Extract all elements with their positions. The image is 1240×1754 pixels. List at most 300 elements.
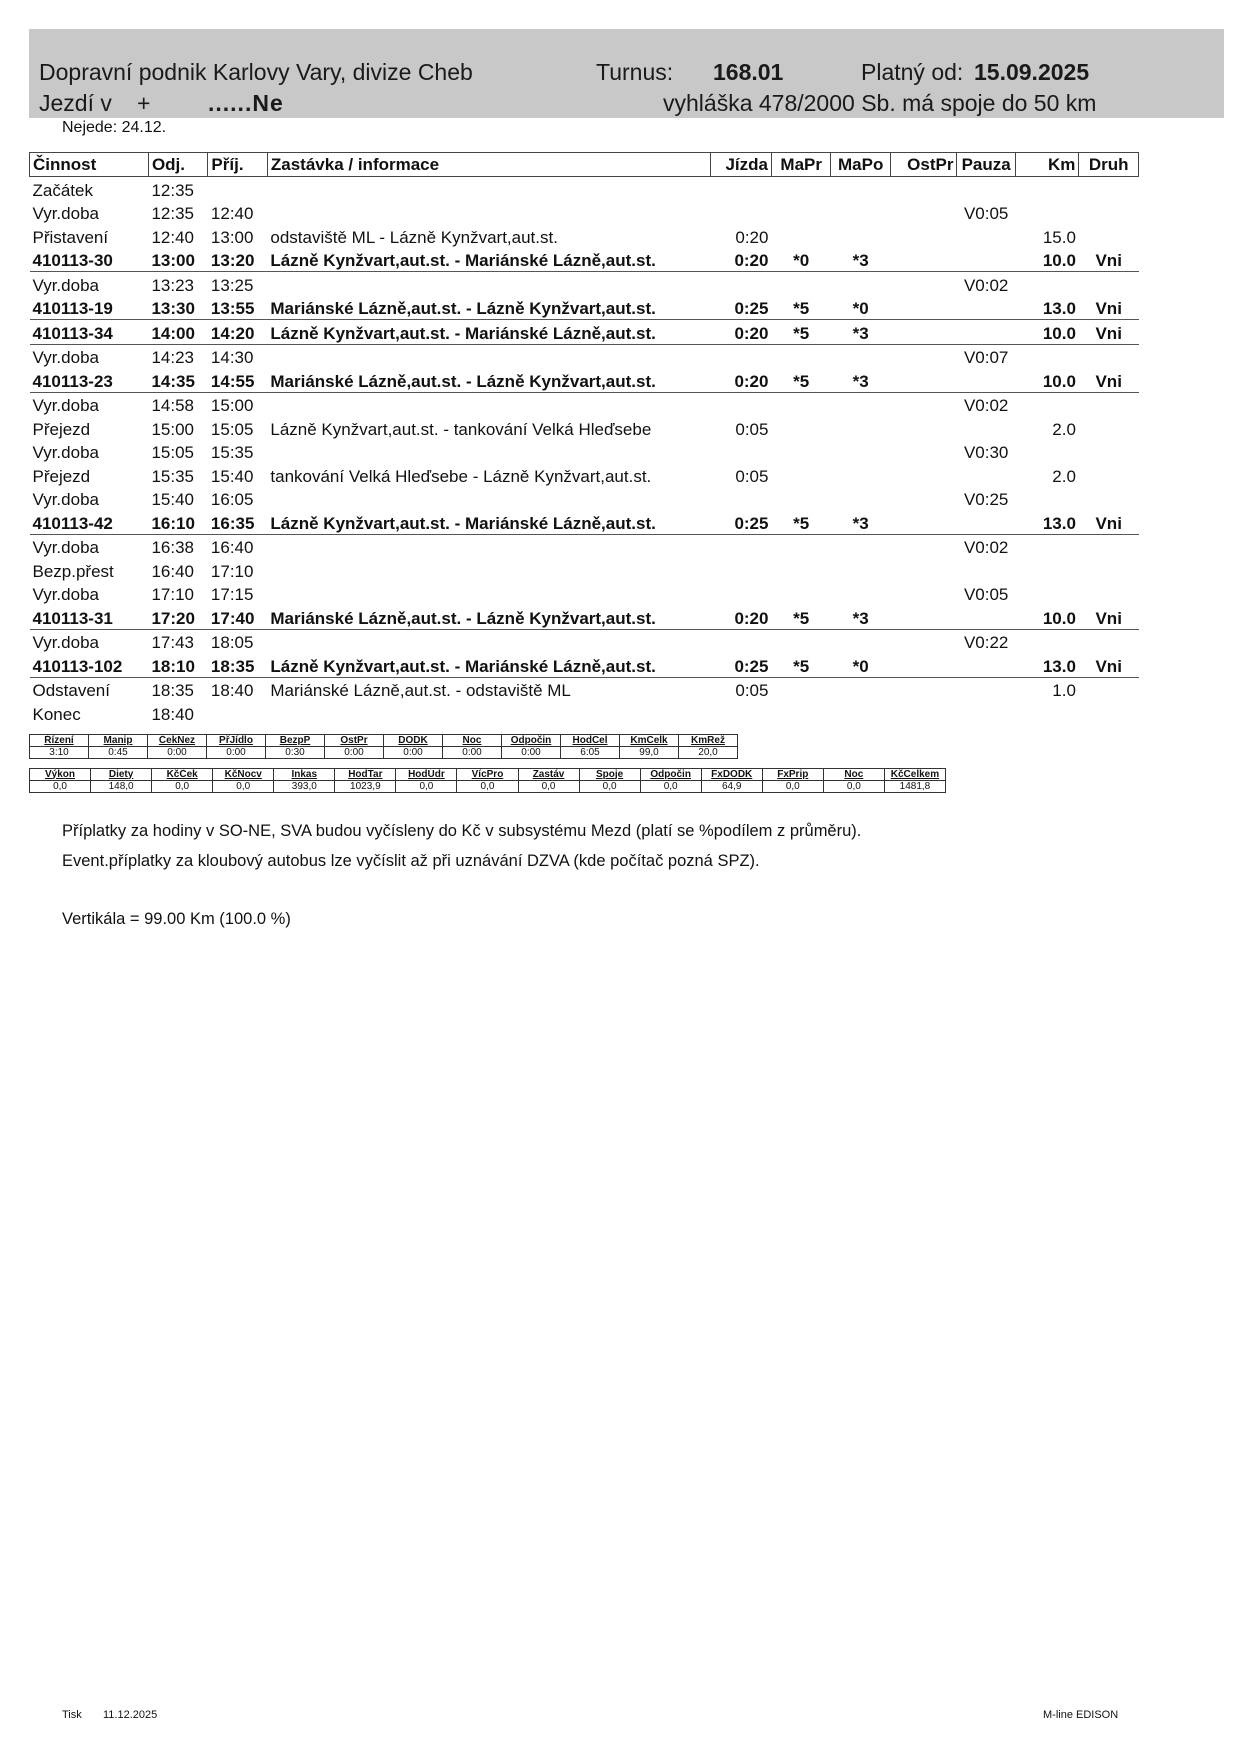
cell-mapo: *3	[831, 605, 890, 629]
cell-pauza	[957, 510, 1015, 534]
cell-ostpr	[890, 368, 957, 392]
cell-prij: 17:15	[210, 585, 254, 604]
cell-ostpr	[890, 677, 957, 701]
cell-pauza: V0:02	[963, 396, 1009, 415]
summary2-value: 393,0	[274, 781, 335, 793]
summary2-header: Zastáv	[518, 769, 579, 781]
cell-mapo	[831, 463, 890, 487]
cell-pauza	[957, 296, 1015, 320]
cell-cinnost: Vyr.doba	[32, 348, 99, 367]
summary1-value: 0:00	[207, 747, 266, 759]
cell-km: 2.0	[1052, 466, 1076, 486]
summary1-value: 99,0	[620, 747, 679, 759]
cell-mapo	[831, 416, 890, 440]
summary1-header: KmCelk	[620, 735, 679, 747]
cell-km	[1015, 201, 1079, 225]
software-brand: M-line EDISON	[1043, 1709, 1119, 1721]
cell-mapo: *3	[831, 368, 890, 392]
summary2-value: 0,0	[579, 781, 640, 793]
summary2-value: 1023,9	[335, 781, 396, 793]
cell-odj: 15:35	[151, 466, 194, 486]
summary2-value: 0,0	[457, 781, 518, 793]
print-date: 11.12.2025	[103, 1709, 158, 1721]
cell-druh	[1079, 534, 1139, 558]
activity-row	[30, 558, 1139, 582]
cell-ostpr	[890, 558, 957, 582]
column-header-druh: Druh	[1079, 153, 1139, 177]
summary2-header: Inkas	[274, 769, 335, 781]
column-header-odj: Odj.	[148, 153, 207, 177]
cell-odj: 18:35	[151, 681, 194, 700]
cell-mapo	[831, 534, 890, 558]
summary2-header: Noc	[823, 769, 884, 781]
cell-cinnost: Začátek	[32, 180, 93, 200]
cell-prij: 17:10	[210, 561, 254, 581]
cell-odj: 18:10	[148, 653, 207, 677]
column-header-prij: Příj.	[208, 153, 267, 177]
cell-zastavka: Mariánské Lázně,aut.st. - Lázně Kynžvart,aut.st.	[267, 605, 711, 629]
column-header-mapo: MaPo	[831, 153, 890, 177]
cell-jizda	[711, 534, 771, 558]
cell-mapo	[831, 272, 890, 296]
cell-zastavka	[267, 558, 711, 582]
cell-pauza	[957, 177, 1015, 201]
cell-odj: 13:30	[148, 296, 207, 320]
cell-mapo	[831, 677, 890, 701]
summary1-value: 0:00	[384, 747, 443, 759]
cell-odj: 13:23	[151, 275, 194, 295]
note-kloubovy: Event.příplatky za kloubový autobus lze vyčíslit až při uznávání DZVA (kde počítač pozná SPZ).	[62, 852, 760, 870]
trip-row	[30, 605, 1139, 629]
cell-druh: Vni	[1079, 605, 1139, 629]
cell-prij: 12:40	[210, 204, 254, 223]
activity-row	[30, 177, 1139, 201]
cell-druh	[1079, 344, 1139, 368]
cell-pauza	[957, 605, 1015, 629]
cell-druh: Vni	[1079, 510, 1139, 534]
cell-odj: 14:58	[151, 396, 194, 415]
cell-km: 13.0	[1015, 296, 1079, 320]
company-name: Dopravní podnik Karlovy Vary, divize Cheb	[39, 59, 473, 85]
activity-row	[30, 440, 1139, 464]
cell-mapr: *5	[771, 296, 830, 320]
cell-ostpr	[890, 510, 957, 534]
cell-jizda: 0:25	[711, 510, 771, 534]
cell-ostpr	[890, 344, 957, 368]
cell-zastavka	[267, 392, 711, 416]
cell-prij: 15:00	[210, 396, 254, 415]
nejede-note: Nejede: 24.12.	[62, 119, 167, 136]
summary1-value: 20,0	[679, 747, 738, 759]
cell-prij	[208, 177, 267, 201]
cell-zastavka: Lázně Kynžvart,aut.st. - tankování Velká Hleďsebe	[270, 419, 652, 439]
summary2-value: 0,0	[640, 781, 701, 793]
cell-km	[1015, 272, 1079, 296]
cell-cinnost: 410113-30	[30, 248, 149, 272]
cell-zastavka	[267, 344, 711, 368]
cell-druh	[1079, 582, 1139, 606]
note-priplatky: Příplatky za hodiny v SO-NE, SVA budou vyčísleny do Kč v subsystému Mezd (platí se %podílem z průměru).	[62, 822, 862, 840]
summary1-header: Manip	[89, 735, 148, 747]
summary1-header: PřJídlo	[207, 735, 266, 747]
cell-ostpr	[890, 463, 957, 487]
cell-prij	[208, 701, 267, 725]
vyhlaska: vyhláška 478/2000 Sb. má spoje do 50 km	[663, 90, 1097, 116]
cell-km: 1.0	[1052, 681, 1076, 700]
cell-prij: 15:40	[210, 466, 254, 486]
summary1-header-row	[30, 735, 738, 747]
cell-druh	[1079, 416, 1139, 440]
summary-table-1	[29, 734, 738, 759]
cell-mapr	[771, 701, 830, 725]
cell-ostpr	[890, 224, 957, 248]
cell-prij: 14:55	[208, 368, 267, 392]
cell-cinnost: Přistavení	[32, 227, 109, 247]
cell-pauza	[957, 320, 1015, 345]
cell-odj: 17:10	[151, 585, 194, 604]
cell-km	[1015, 701, 1079, 725]
summary1-header: HodCel	[561, 735, 620, 747]
cell-druh: Vni	[1079, 296, 1139, 320]
summary1-value: 0:30	[266, 747, 325, 759]
cell-mapr	[771, 677, 830, 701]
cell-druh	[1079, 701, 1139, 725]
cell-km: 10.0	[1015, 368, 1079, 392]
cell-odj: 14:35	[148, 368, 207, 392]
cell-ostpr	[890, 605, 957, 629]
cell-cinnost: Vyr.doba	[32, 396, 99, 415]
cell-pauza: V0:05	[963, 585, 1009, 604]
cell-prij: 15:05	[210, 419, 254, 439]
cell-pauza	[957, 677, 1015, 701]
cell-mapo	[831, 392, 890, 416]
summary1-header: Odpočin	[502, 735, 561, 747]
cell-pauza: V0:07	[963, 348, 1009, 367]
cell-pauza: V0:30	[963, 443, 1009, 462]
activity-row	[30, 701, 1139, 725]
activity-row	[30, 201, 1139, 225]
summary2-header: Spoje	[579, 769, 640, 781]
cell-km	[1015, 487, 1079, 511]
cell-pauza	[957, 653, 1015, 677]
cell-km: 2.0	[1052, 419, 1076, 439]
cell-prij: 13:20	[208, 248, 267, 272]
cell-ostpr	[890, 296, 957, 320]
summary2-header: Výkon	[30, 769, 91, 781]
cell-cinnost: 410113-102	[30, 653, 149, 677]
cell-zastavka: Mariánské Lázně,aut.st. - Lázně Kynžvart,aut.st.	[267, 368, 711, 392]
platny-label: Platný od:	[861, 59, 964, 85]
cell-zastavka	[267, 487, 711, 511]
cell-mapr	[771, 392, 830, 416]
cell-odj: 16:40	[151, 561, 194, 581]
summary1-header: DODK	[384, 735, 443, 747]
document-header	[29, 29, 1224, 118]
cell-km	[1015, 534, 1079, 558]
cell-mapo: *3	[831, 510, 890, 534]
summary1-value: 0:00	[443, 747, 502, 759]
cell-odj: 17:20	[148, 605, 207, 629]
cell-odj: 16:38	[151, 538, 194, 557]
cell-odj: 14:23	[151, 348, 194, 367]
cell-prij: 16:40	[210, 538, 254, 557]
cell-mapr: *5	[771, 510, 830, 534]
summary1-value-row	[30, 747, 738, 759]
cell-pauza	[957, 248, 1015, 272]
summary2-value: 0,0	[30, 781, 91, 793]
cell-mapr: *5	[771, 368, 830, 392]
activity-row	[30, 629, 1139, 653]
cell-pauza: V0:02	[963, 275, 1009, 295]
summary2-header: KčČek	[152, 769, 213, 781]
schedule-table	[29, 152, 1139, 725]
cell-cinnost: Konec	[32, 704, 81, 724]
cell-ostpr	[890, 177, 957, 201]
summary1-value: 3:10	[30, 747, 89, 759]
cell-ostpr	[890, 534, 957, 558]
platny-value: 15.09.2025	[974, 59, 1090, 85]
cell-prij: 14:30	[210, 348, 254, 367]
cell-prij: 14:20	[208, 320, 267, 345]
cell-mapo	[831, 177, 890, 201]
cell-ostpr	[890, 320, 957, 345]
cell-km	[1015, 392, 1079, 416]
cell-jizda: 0:05	[735, 681, 769, 700]
cell-jizda	[711, 582, 771, 606]
schedule-header-row	[30, 153, 1139, 177]
cell-cinnost: Vyr.doba	[32, 538, 99, 557]
cell-odj: 15:40	[151, 490, 194, 509]
cell-cinnost: 410113-19	[30, 296, 149, 320]
cell-zastavka	[267, 534, 711, 558]
cell-cinnost: Vyr.doba	[32, 275, 99, 295]
cell-druh	[1079, 224, 1139, 248]
summary2-header: KčNocv	[213, 769, 274, 781]
cell-ostpr	[890, 272, 957, 296]
cell-cinnost: 410113-23	[30, 368, 149, 392]
cell-mapr: *5	[771, 320, 830, 345]
activity-row	[30, 463, 1139, 487]
cell-druh	[1079, 272, 1139, 296]
summary2-header: Diety	[91, 769, 152, 781]
cell-zastavka	[267, 440, 711, 464]
cell-druh: Vni	[1079, 653, 1139, 677]
cell-cinnost: Vyr.doba	[32, 490, 99, 509]
cell-druh	[1079, 463, 1139, 487]
cell-prij: 13:25	[210, 275, 254, 295]
cell-mapo: *0	[831, 296, 890, 320]
cell-zastavka	[267, 201, 711, 225]
column-header-pauza: Pauza	[957, 153, 1015, 177]
cell-km	[1015, 558, 1079, 582]
cell-zastavka: Mariánské Lázně,aut.st. - Lázně Kynžvart,aut.st.	[267, 296, 711, 320]
cell-cinnost: 410113-34	[30, 320, 149, 345]
vertikala-note: Vertikála = 99.00 Km (100.0 %)	[62, 910, 291, 928]
cell-cinnost: Odstavení	[32, 681, 110, 700]
cell-mapr	[771, 487, 830, 511]
cell-zastavka	[267, 701, 711, 725]
trip-row	[30, 320, 1139, 345]
summary2-value: 148,0	[91, 781, 152, 793]
cell-jizda	[711, 629, 771, 653]
cell-pauza	[957, 224, 1015, 248]
cell-druh	[1079, 677, 1139, 701]
cell-jizda	[711, 487, 771, 511]
column-header-ostpr: OstPr	[890, 153, 957, 177]
cell-jizda: 0:20	[711, 248, 771, 272]
cell-jizda	[711, 344, 771, 368]
cell-mapo	[831, 558, 890, 582]
cell-mapr	[771, 534, 830, 558]
cell-mapr: *5	[771, 653, 830, 677]
column-header-km: Km	[1015, 153, 1079, 177]
cell-druh	[1079, 629, 1139, 653]
cell-zastavka: Lázně Kynžvart,aut.st. - Mariánské Lázně,aut.st.	[267, 248, 711, 272]
cell-km	[1015, 440, 1079, 464]
cell-zastavka: odstaviště ML - Lázně Kynžvart,aut.st.	[270, 227, 558, 247]
turnus-label: Turnus:	[596, 59, 674, 85]
cell-druh	[1079, 558, 1139, 582]
cell-cinnost: 410113-42	[30, 510, 149, 534]
cell-pauza	[957, 463, 1015, 487]
cell-zastavka	[267, 177, 711, 201]
cell-km	[1015, 582, 1079, 606]
summary2-value: 0,0	[152, 781, 213, 793]
cell-odj: 17:43	[151, 633, 194, 652]
trip-row	[30, 510, 1139, 534]
cell-mapo: *3	[831, 248, 890, 272]
cell-cinnost: Vyr.doba	[32, 204, 99, 223]
print-label: Tisk	[62, 1709, 82, 1721]
cell-odj: 12:35	[151, 180, 194, 200]
cell-pauza: V0:25	[963, 490, 1009, 509]
cell-mapo	[831, 701, 890, 725]
cell-mapr	[771, 416, 830, 440]
cell-ostpr	[890, 629, 957, 653]
cell-mapo	[831, 224, 890, 248]
cell-prij: 16:05	[210, 490, 254, 509]
cell-mapr	[771, 558, 830, 582]
cell-ostpr	[890, 416, 957, 440]
cell-ostpr	[890, 201, 957, 225]
cell-odj: 12:40	[151, 227, 194, 247]
cell-cinnost: Vyr.doba	[32, 633, 99, 652]
cell-km	[1015, 344, 1079, 368]
cell-druh	[1079, 440, 1139, 464]
cell-cinnost: 410113-31	[30, 605, 149, 629]
cell-cinnost: Vyr.doba	[32, 443, 99, 462]
cell-jizda: 0:20	[711, 368, 771, 392]
summary1-value: 0:00	[148, 747, 207, 759]
summary1-header: ČekNez	[148, 735, 207, 747]
cell-km: 13.0	[1015, 510, 1079, 534]
summary1-header: KmRež	[679, 735, 738, 747]
cell-jizda: 0:05	[735, 466, 769, 486]
cell-mapr	[771, 344, 830, 368]
cell-druh	[1079, 392, 1139, 416]
column-header-cinnost: Činnost	[30, 153, 149, 177]
cell-pauza: V0:02	[963, 538, 1009, 557]
cell-km: 10.0	[1015, 320, 1079, 345]
cell-mapr	[771, 272, 830, 296]
cell-zastavka	[267, 582, 711, 606]
summary2-value: 0,0	[518, 781, 579, 793]
cell-zastavka: tankování Velká Hleďsebe - Lázně Kynžvart,aut.st.	[270, 466, 652, 486]
cell-pauza	[957, 368, 1015, 392]
summary2-header: FxPrip	[762, 769, 823, 781]
cell-jizda: 0:05	[735, 419, 769, 439]
activity-row	[30, 677, 1139, 701]
column-header-jizda: Jízda	[711, 153, 771, 177]
cell-mapo	[831, 582, 890, 606]
cell-cinnost: Přejezd	[32, 466, 91, 486]
cell-mapr	[771, 463, 830, 487]
activity-row	[30, 582, 1139, 606]
cell-zastavka: Lázně Kynžvart,aut.st. - Mariánské Lázně,aut.st.	[267, 510, 711, 534]
cell-druh	[1079, 177, 1139, 201]
summary2-value-row	[30, 781, 946, 793]
cell-km: 15.0	[1042, 227, 1076, 247]
summary2-header: Odpočin	[640, 769, 701, 781]
cell-mapr	[771, 177, 830, 201]
cell-prij: 15:35	[210, 443, 254, 462]
activity-row	[30, 487, 1139, 511]
summary2-header-row	[30, 769, 946, 781]
cell-odj: 16:10	[148, 510, 207, 534]
cell-ostpr	[890, 653, 957, 677]
cell-cinnost: Bezp.přest	[32, 561, 114, 581]
activity-row	[30, 344, 1139, 368]
cell-km	[1015, 629, 1079, 653]
jezdi-value: ......Ne	[208, 90, 284, 116]
summary2-value: 64,9	[701, 781, 762, 793]
cell-jizda	[711, 558, 771, 582]
cell-odj: 15:05	[151, 443, 194, 462]
cell-ostpr	[890, 582, 957, 606]
summary2-header: VícPro	[457, 769, 518, 781]
cell-prij: 18:40	[210, 681, 254, 700]
trip-row	[30, 296, 1139, 320]
cell-pauza	[957, 416, 1015, 440]
cell-mapo	[831, 440, 890, 464]
cell-ostpr	[890, 487, 957, 511]
cell-pauza	[957, 701, 1015, 725]
jezdi-plus: +	[137, 90, 151, 116]
summary2-value: 0,0	[762, 781, 823, 793]
cell-jizda: 0:20	[735, 227, 769, 247]
cell-mapo: *0	[831, 653, 890, 677]
summary1-header: BezpP	[266, 735, 325, 747]
cell-ostpr	[890, 248, 957, 272]
cell-cinnost: Vyr.doba	[32, 585, 99, 604]
cell-pauza: V0:22	[963, 633, 1009, 652]
cell-druh: Vni	[1079, 248, 1139, 272]
cell-druh	[1079, 201, 1139, 225]
summary1-value: 0:00	[325, 747, 384, 759]
cell-km: 13.0	[1015, 653, 1079, 677]
cell-cinnost: Přejezd	[32, 419, 91, 439]
summary1-value: 0:45	[89, 747, 148, 759]
cell-jizda	[711, 272, 771, 296]
cell-jizda: 0:25	[711, 653, 771, 677]
jezdi-label: Jezdí v	[39, 90, 112, 116]
summary1-value: 6:05	[561, 747, 620, 759]
summary2-value: 0,0	[396, 781, 457, 793]
cell-prij: 18:35	[208, 653, 267, 677]
summary2-value: 0,0	[823, 781, 884, 793]
column-header-mapr: MaPr	[771, 153, 830, 177]
cell-jizda	[711, 177, 771, 201]
